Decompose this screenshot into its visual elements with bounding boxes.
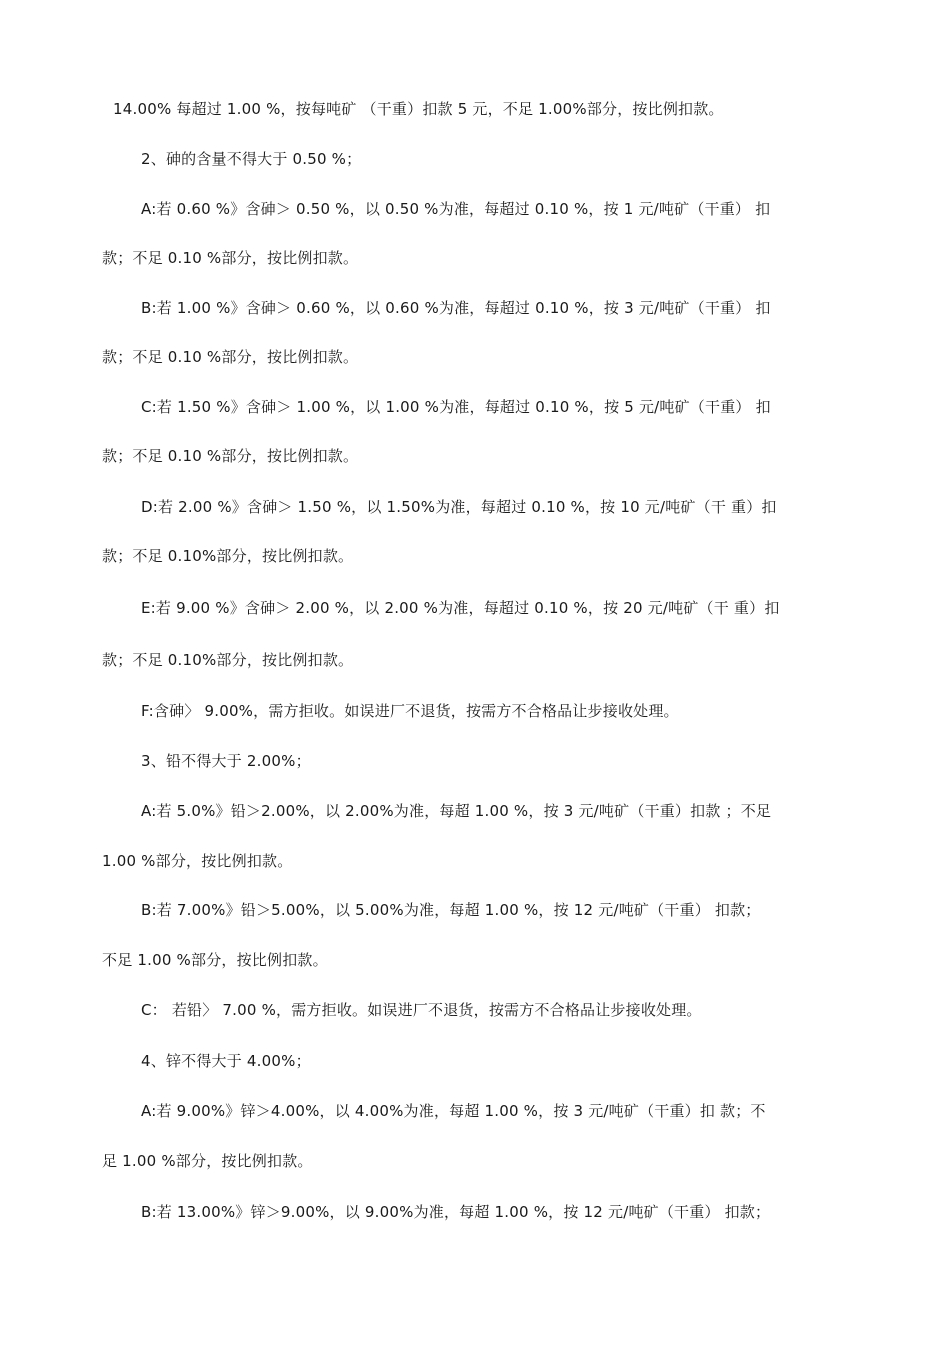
section-heading-zinc: 4、锌不得大于 4.00%；	[141, 1052, 311, 1070]
text-line: 款；不足 0.10%部分，按比例扣款。	[102, 651, 354, 669]
text-line: E:若 9.00 %》含砷＞ 2.00 %，以 2.00 %为准，每超过 0.10 %，按 20 元/吨矿（干 重）扣	[141, 599, 780, 617]
text-line: A:若 9.00%》锌＞4.00%，以 4.00%为准，每超 1.00 %，按 3 元/吨矿（干重）扣 款；不	[141, 1102, 766, 1120]
text-line: B:若 13.00%》锌＞9.00%，以 9.00%为准，每超 1.00 %，按 12 元/吨矿（干重） 扣款；	[141, 1203, 771, 1221]
text-line: C:若 1.50 %》含砷＞ 1.00 %，以 1.00 %为准，每超过 0.10 %，按 5 元/吨矿（干重） 扣	[141, 398, 771, 416]
text-line: C： 若铅〉 7.00 %，需方拒收。如误进厂不退货，按需方不合格品让步接收处理。	[141, 1001, 702, 1019]
section-heading-arsenic: 2、砷的含量不得大于 0.50 %；	[141, 150, 362, 168]
text-line: 款；不足 0.10%部分，按比例扣款。	[102, 547, 354, 565]
text-line: D:若 2.00 %》含砷＞ 1.50 %，以 1.50%为准，每超过 0.10 %，按 10 元/吨矿（干 重）扣	[141, 498, 777, 516]
text-line: A:若 0.60 %》含砷＞ 0.50 %，以 0.50 %为准，每超过 0.10 %，按 1 元/吨矿（干重） 扣	[141, 200, 771, 218]
text-line: 款；不足 0.10 %部分，按比例扣款。	[102, 249, 359, 267]
text-line: A:若 5.0%》铅＞2.00%，以 2.00%为准，每超 1.00 %，按 3 元/吨矿（干重）扣款 ；不足	[141, 802, 772, 820]
section-heading-lead: 3、铅不得大于 2.00%；	[141, 752, 311, 770]
text-line: 款；不足 0.10 %部分，按比例扣款。	[102, 348, 359, 366]
text-line: 14.00% 每超过 1.00 %，按每吨矿 （干重）扣款 5 元，不足 1.00%部分，按比例扣款。	[113, 100, 724, 118]
text-line: 1.00 %部分，按比例扣款。	[102, 852, 293, 870]
text-line: 款；不足 0.10 %部分，按比例扣款。	[102, 447, 359, 465]
text-line: B:若 7.00%》铅＞5.00%，以 5.00%为准，每超 1.00 %，按 12 元/吨矿（干重） 扣款；	[141, 901, 761, 919]
text-line: 不足 1.00 %部分，按比例扣款。	[102, 951, 328, 969]
text-line: F:含砷〉 9.00%，需方拒收。如误进厂不退货，按需方不合格品让步接收处理。	[141, 702, 679, 720]
text-line: B:若 1.00 %》含砷＞ 0.60 %，以 0.60 %为准，每超过 0.10 %，按 3 元/吨矿（干重） 扣	[141, 299, 771, 317]
text-line: 足 1.00 %部分，按比例扣款。	[102, 1152, 313, 1170]
